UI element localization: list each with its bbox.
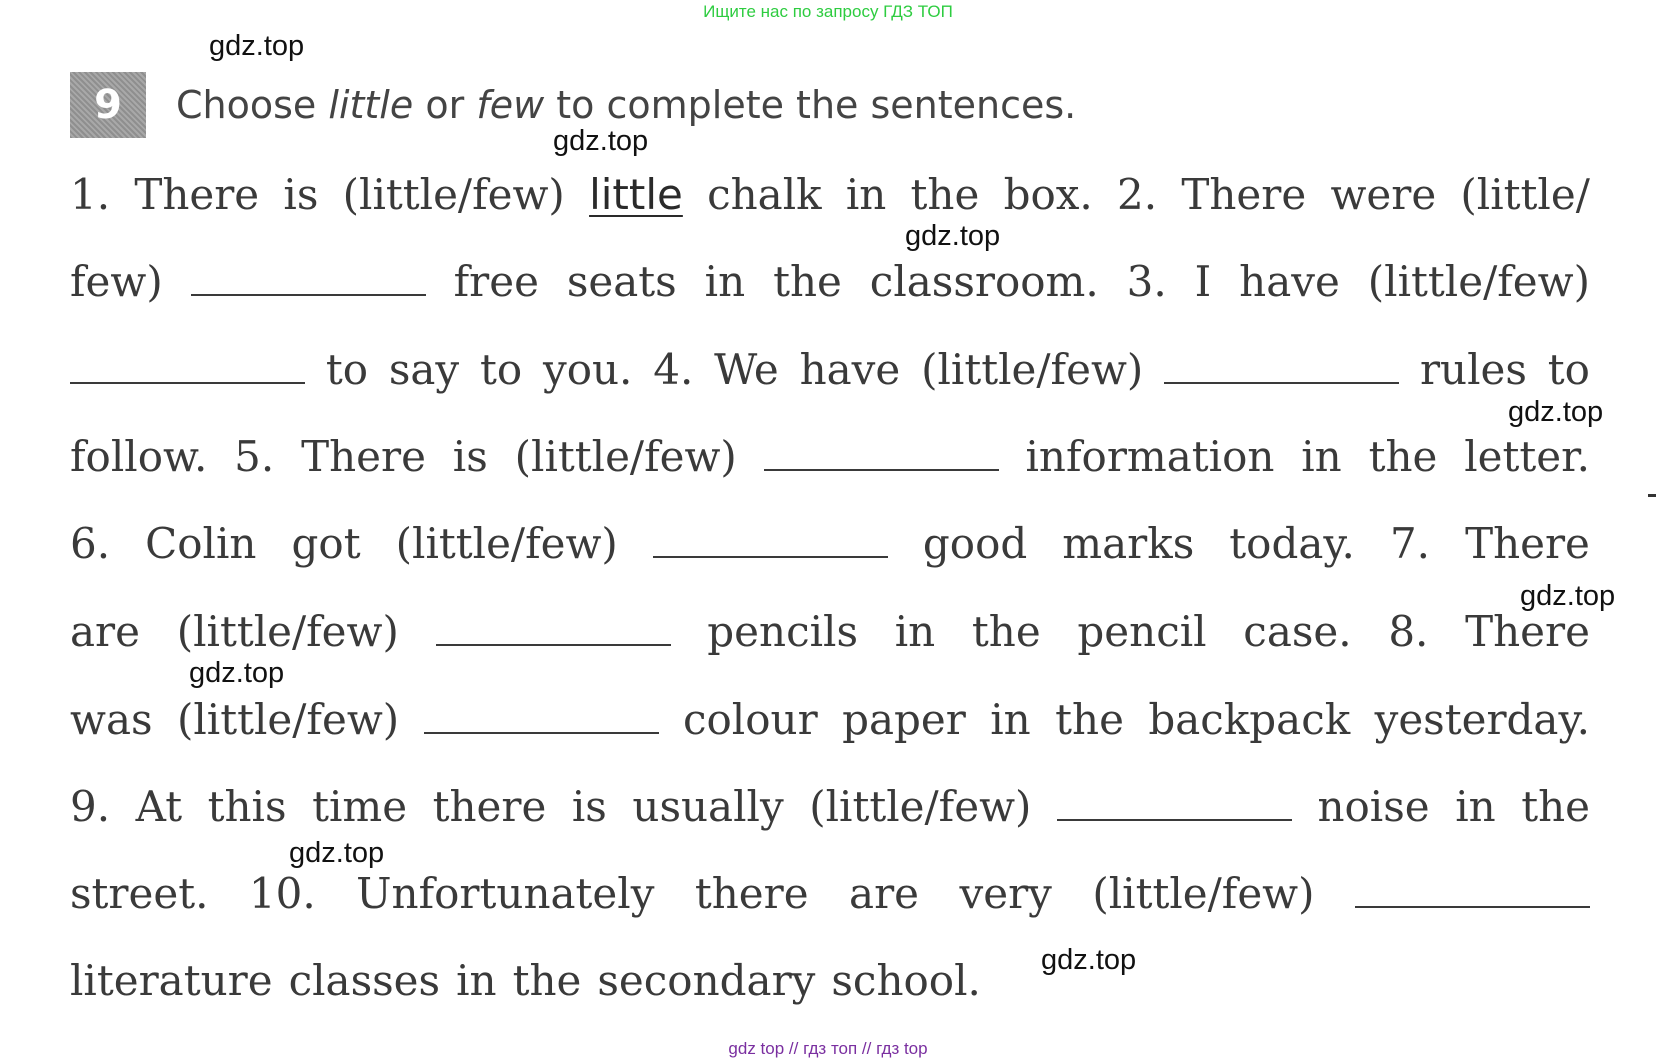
text-line-7 (70, 690, 1590, 750)
text-line-5 (70, 514, 1590, 574)
word: (little/few) (514, 432, 737, 481)
word: free (453, 257, 539, 306)
task-number-badge: 9 (70, 72, 146, 138)
answer-blank-10[interactable] (1355, 878, 1590, 908)
word: pencils (707, 607, 859, 656)
word: you. (542, 345, 633, 394)
word: in (1301, 432, 1342, 481)
word: in (894, 607, 936, 656)
word: seats (566, 257, 677, 306)
word: 3. (1126, 257, 1167, 306)
word: have (799, 345, 901, 394)
watermark: gdz.top (209, 30, 305, 62)
word: few) (70, 257, 163, 306)
word: to (479, 345, 523, 394)
word: the (1368, 432, 1438, 481)
word: (little/few) (921, 345, 1144, 394)
word: 6. (70, 519, 111, 568)
word: there (432, 782, 547, 831)
word: the (512, 956, 582, 1005)
word: got (291, 519, 361, 568)
word: have (1239, 257, 1340, 306)
word: school. (831, 956, 981, 1005)
watermark: gdz.top (289, 837, 385, 869)
word: backpack (1148, 695, 1351, 744)
watermark: gdz.top (1508, 396, 1604, 428)
word: I (1194, 257, 1212, 306)
word: (little/few) (176, 607, 399, 656)
word: paper (842, 695, 966, 744)
word: the (1521, 782, 1590, 831)
text-line-8 (70, 777, 1590, 837)
text-line-1 (70, 165, 1590, 225)
word: noise (1317, 782, 1430, 831)
word: 4. (653, 345, 694, 394)
footer-watermark: gdz top // гдз топ // гдз top (728, 1039, 928, 1058)
word: in (845, 170, 887, 219)
top-banner: Ищите нас по запросу ГДЗ ТОП (703, 2, 953, 21)
text-line-2 (70, 252, 1590, 312)
word: is (571, 782, 607, 831)
word: street. (70, 869, 209, 918)
word: marks (1062, 519, 1195, 568)
word: the (773, 257, 842, 306)
word: (little/few) (342, 170, 565, 219)
word: usually (632, 782, 784, 831)
word: say (388, 345, 460, 394)
word: are (70, 607, 140, 656)
word: in (1455, 782, 1496, 831)
word: is (452, 432, 488, 481)
word: letter. (1464, 432, 1590, 481)
word: pencil (1077, 607, 1207, 656)
word: Colin (145, 519, 257, 568)
watermark: gdz.top (1041, 944, 1137, 976)
word: the (971, 607, 1041, 656)
word: 5. (234, 432, 275, 481)
word: to (325, 345, 368, 394)
word: chalk (707, 170, 822, 219)
title-start: Choose (176, 83, 317, 127)
answer-blank-8[interactable] (424, 704, 659, 734)
title-word-little: little (328, 83, 414, 127)
word: (little/ (1460, 170, 1590, 219)
edge-mark (1648, 494, 1656, 497)
word: secondary (597, 956, 816, 1005)
title-end: to complete the sentences. (556, 83, 1077, 127)
answer-blank-7[interactable] (436, 616, 671, 646)
answer-blank-3[interactable] (70, 354, 305, 384)
task-title (176, 83, 1076, 127)
watermark: gdz.top (1520, 580, 1616, 612)
word: is (283, 170, 319, 219)
word: case. (1243, 607, 1352, 656)
word: There (1465, 607, 1590, 656)
answer-1: little (589, 170, 683, 219)
word: There (1181, 170, 1307, 219)
word: 10. (248, 869, 316, 918)
word: was (70, 695, 153, 744)
word: 1. (70, 170, 111, 219)
answer-blank-9[interactable] (1057, 791, 1292, 821)
word: were (1330, 170, 1437, 219)
word: to (1547, 345, 1590, 394)
word: 9. (70, 782, 111, 831)
word: in (704, 257, 746, 306)
word: 7. (1389, 519, 1431, 568)
word: classes (288, 956, 441, 1005)
word: (little/few) (809, 782, 1032, 831)
word: today. (1229, 519, 1355, 568)
word: We (714, 345, 779, 394)
word: in (990, 695, 1031, 744)
word: colour (683, 695, 818, 744)
word: At (135, 782, 183, 831)
text-line-10 (70, 951, 1590, 1011)
word: (little/few) (176, 695, 400, 744)
word: There (134, 170, 260, 219)
word: in (456, 956, 497, 1005)
answer-blank-2[interactable] (191, 266, 426, 296)
text-line-4 (70, 427, 1590, 487)
word: (little/few) (395, 519, 618, 568)
word: very (959, 869, 1052, 918)
text-line-6 (70, 602, 1590, 662)
word: Unfortunately (356, 869, 655, 918)
word: 2. (1117, 170, 1158, 219)
word: time (312, 782, 408, 831)
word: this (207, 782, 287, 831)
word: classroom. (869, 257, 1099, 306)
watermark: gdz.top (189, 657, 285, 689)
word: box. (1003, 170, 1093, 219)
word: There (301, 432, 426, 481)
title-or: or (425, 83, 465, 127)
watermark: gdz.top (553, 125, 649, 157)
word: the (1055, 695, 1124, 744)
answer-blank-4[interactable] (1164, 354, 1399, 384)
word: there (694, 869, 809, 918)
word: the (910, 170, 980, 219)
answer-blank-6[interactable] (653, 528, 888, 558)
title-word-few: few (476, 83, 545, 127)
word: (little/few) (1367, 257, 1590, 306)
word: 8. (1388, 607, 1429, 656)
watermark: gdz.top (905, 220, 1001, 252)
word: There (1465, 519, 1590, 568)
text-line-3 (70, 340, 1590, 400)
word: good (922, 519, 1028, 568)
word: literature (70, 956, 273, 1005)
word: are (849, 869, 920, 918)
answer-blank-5[interactable] (764, 441, 999, 471)
word: yesterday. (1374, 695, 1590, 744)
text-line-9 (70, 864, 1590, 924)
word: (little/few) (1092, 869, 1315, 918)
word: follow. (70, 432, 208, 481)
word: rules (1419, 345, 1527, 394)
word: information (1025, 432, 1275, 481)
